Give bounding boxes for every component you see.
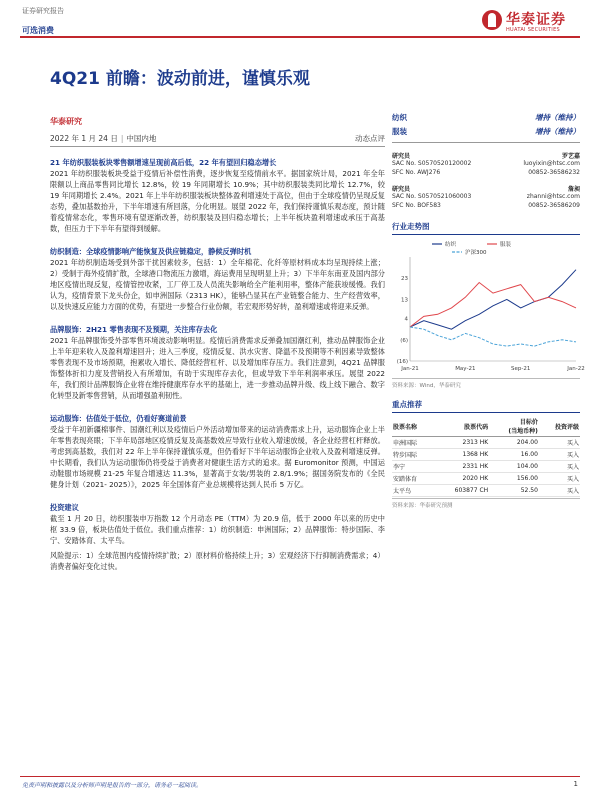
- recommend-table: [392, 416, 580, 497]
- section-paragraph: 2021 年纺织服装板块受益于疫情后补偿性消费，逐步恢复至疫情前水平。据国家统计局，2021 年全年限额以上商品零售同比增长 12.8%，较 19 年同期增长 10.9%；其中纺织服装类同比增长 12.7%，较 19 年同期增长 2.4%。2021 年上半年纺织服装板块整体盈利增速处于高位，但由于全球疫情仍呈现反复态势，叠加基数抬升，下半年增速有所回落，分化明显。展望 2022 年，我们保持谨慎乐观态度，预计随着疫情常态化，零售环境有望逐渐改善，纺织服装及回归稳态增长；上半年板块盈利增速或承压于高基数，但压力于下半年有望得到缓解。: [50, 169, 385, 233]
- stock-code: 2313 HK: [433, 437, 489, 449]
- target-price: 156.00: [489, 473, 539, 485]
- legend-label: 纺织: [445, 242, 457, 248]
- y-tick-label: 23: [401, 276, 408, 283]
- section-paragraph: 2021 年品牌服饰受外部零售环境波动影响明显。疫情后消费需求反弹叠加国潮红利，推动品牌服饰企业上半年迎来收入及盈利增速回升；进入三季度，疫情反复、洪水灾害、降温不及预期等不利因素导致整体零售表现不及市场预期，抱累收入增长、降低经营杠杆、以及增加库存压力。我们注意到，4Q21 品牌服饰整体折扣力度及营销投入有所增加，有助于实现库存去化，但或导致下半年利润率承压。展望 2022 年，我们预计品牌服饰企业将在维持健康库存水平的基础上，进一步推动品牌升级、线上线下融合、数字化转型及新零售营销，从而增强盈利韧性。: [50, 336, 385, 400]
- column-header: 股票代码: [433, 416, 489, 437]
- analyst-sac-row: [392, 160, 580, 169]
- header-divider: [20, 36, 580, 38]
- recommend-header-row: [392, 416, 580, 437]
- target-price: 104.00: [489, 461, 539, 473]
- analyst-name: 詹昶: [567, 186, 580, 193]
- legend-label: 沪深300: [465, 250, 487, 256]
- table-row: [392, 485, 580, 497]
- logo-english-text: HUATAI SECURITIES: [506, 27, 560, 33]
- trend-chart-heading: 行业走势图: [392, 221, 580, 235]
- y-tick-label: 13: [401, 297, 408, 304]
- x-tick-label: Sep-21: [510, 366, 531, 372]
- stock-name: 特步国际: [392, 449, 433, 461]
- rating-row: [392, 112, 580, 126]
- analyst-role: 研究员: [392, 153, 411, 160]
- series-line-1: [410, 270, 576, 330]
- rating-row: [392, 126, 580, 140]
- target-price: 204.00: [489, 437, 539, 449]
- analyst-card: [392, 184, 580, 211]
- section-sportswear: [50, 413, 385, 490]
- rating-sector: 服装: [392, 127, 407, 136]
- logo-chinese-text: 华泰证券: [506, 12, 566, 28]
- report-title: 4Q21 前瞻：波动前进，谨慎乐观: [50, 69, 310, 89]
- section-overview: [50, 157, 385, 234]
- analyst-sfc-row: [392, 202, 580, 211]
- rating-value: 增持（维持）: [535, 113, 580, 122]
- analyst-sfc: SFC No. BOF583: [392, 202, 441, 209]
- report-type: 动态点评: [355, 134, 385, 143]
- section-heading: 投资建议: [50, 503, 79, 512]
- analyst-role: 研究员: [392, 186, 411, 193]
- report-region: 中国内地: [126, 134, 157, 143]
- section-paragraph: 2021 年纺织制造场受到外部干扰因素较多，包括：1）全年棉花、化纤等原材料成本均呈现持续上涨；2）受制于海外疫情扩散，全球港口物流压力激增，海运费用呈现明显上升；3）下半年东南亚及国内部分地区疫情出现反复，疫情管控收紧，工厂停工及人员流失影响给全产能利用率，整体产能获竣缓慢。我们认为，疫情背景下龙头份企，如申洲国际（2313 HK），能够凸显其在产业链整合能力、生产经营效率，以及快速反应能力方面的优势，有望进一步整合行业份额，若宏观形势好转，盈利增速或将迎来反弹。: [50, 258, 385, 311]
- report-sidebar: [392, 112, 585, 509]
- stock-code: 2020 HK: [433, 473, 489, 485]
- y-tick-label: 4: [404, 316, 408, 323]
- analyst-sfc-row: [392, 169, 580, 178]
- huatai-logo-icon: [482, 10, 502, 30]
- doc-type-label: 证券研究报告: [22, 7, 64, 15]
- x-tick-label: Jan-21: [401, 366, 419, 372]
- column-header: 股票名称: [392, 416, 433, 437]
- investment-rating: 买入: [539, 485, 580, 497]
- section-heading: 运动服饰：估值处于低位，仍看好赛道前景: [50, 414, 187, 423]
- stock-name: 太平鸟: [392, 485, 433, 497]
- analyst-list: [392, 151, 580, 211]
- recommend-heading: 重点推荐: [392, 399, 580, 413]
- stock-code: 603877 CH: [433, 485, 489, 497]
- analyst-name: 罗艺嘉: [561, 153, 580, 160]
- trend-chart-source: 资料来源：Wind，华泰研究: [392, 378, 580, 389]
- table-row: [392, 461, 580, 473]
- institution-label: 华泰研究: [50, 117, 82, 126]
- rating-value: 增持（维持）: [535, 127, 580, 136]
- trend-chart: [392, 237, 585, 377]
- analyst-card: [392, 151, 580, 178]
- analyst-phone: 00852-36586209: [528, 202, 580, 209]
- section-textile-manufacturing: [50, 246, 385, 312]
- analyst-email[interactable]: zhanni@htsc.com: [526, 193, 580, 200]
- investment-rating: 买入: [539, 473, 580, 485]
- stock-name: 安踏体育: [392, 473, 433, 485]
- analyst-email[interactable]: luoyixin@htsc.com: [523, 160, 580, 167]
- x-tick-label: May-21: [455, 366, 476, 372]
- section-heading: 纺织制造：全球疫情影响产能恢复及供应链稳定，静候反弹时机: [50, 247, 252, 256]
- section-paragraph: 受益于年初新疆棉事件、国潮红利以及疫情后户外活动增加带来的运动消费需求上升，运动服饰企业上半年零售表现亮眼；下半年局部地区疫情反复及高基数效应导致行业收入增速放缓，各企业经营杠杆释放。考虑到高基数，我们对 22 年上半年保持谨慎乐观，但仍看好下半年运动服饰企业收入及盈利增速反弹。中长期看，我们认为运动服饰仍将受益于消费者对健康生活方式的追求。据 Euromonitor 预测，中国运动鞋服市场规模 21-25 年复合增速达 11.3%，显著高于女装/男装的 2.8/1.9%；据国务院发布的《全民健身计划（2021- 2025）》，2025 年全国体育产业总规模将达到人民币 5 万亿。: [50, 425, 385, 489]
- investment-rating: 买入: [539, 437, 580, 449]
- section-paragraph: 截至 1 月 20 日，纺织服装申万指数 12 个月动态 PE（TTM）为 20.9 倍，低于 2000 年以来的历史中枢 33.9 倍，板块估值处于低位。我们重点推荐：1）纺织制造：申洲国际；2）品牌服饰：特步国际、李宁、安踏体育、太平鸟。: [50, 514, 385, 545]
- section-heading: 21 年纺织服装板块零售额增速呈现前高后低，22 年有望回归稳态增长: [50, 158, 277, 167]
- page-number: 1: [573, 780, 578, 788]
- series-line-2: [410, 283, 576, 328]
- legend-label: 服装: [500, 242, 512, 248]
- report-body: [50, 157, 385, 584]
- investment-rating: 买入: [539, 449, 580, 461]
- report-date: 2022 年 1 月 24 日: [50, 134, 118, 143]
- analyst-sac-row: [392, 193, 580, 202]
- rating-panel: [392, 112, 580, 143]
- target-price: 52.50: [489, 485, 539, 497]
- series-line-3: [410, 327, 576, 346]
- section-heading: 品牌服饰：2H21 零售表现不及预期，关注库存去化: [50, 325, 218, 334]
- x-tick-label: Jan-22: [567, 366, 585, 372]
- section-investment-advice: [50, 502, 385, 572]
- risk-warning: 风险提示：1）全球范围内疫情持续扩散；2）原材料价格持续上升；3）宏观经济下行抑制消费需求；4）消费者偏好变化过快。: [50, 551, 385, 571]
- table-row: [392, 437, 580, 449]
- analyst-phone: 00852-36586232: [528, 169, 580, 176]
- column-header: 目标价 (当地币种): [489, 416, 539, 437]
- analyst-name-row: [392, 151, 580, 160]
- analyst-name-row: [392, 184, 580, 193]
- analyst-sac: SAC No. S0570521060003: [392, 193, 472, 200]
- y-tick-label: (16): [396, 359, 408, 365]
- table-row: [392, 473, 580, 485]
- analyst-sac: SAC No. S0570520120002: [392, 160, 472, 167]
- stock-name: 李宁: [392, 461, 433, 473]
- stock-name: 申洲国际: [392, 437, 433, 449]
- stock-code: 2331 HK: [433, 461, 489, 473]
- investment-rating: 买入: [539, 461, 580, 473]
- trend-chart-svg: [392, 237, 585, 377]
- report-dateline: 2022 年 1 月 24 日 | 中国内地 动态点评: [50, 134, 385, 143]
- huatai-logo: [482, 9, 582, 35]
- analyst-sfc: SFC No. AWJ276: [392, 169, 441, 176]
- target-price: 16.00: [489, 449, 539, 461]
- rating-divider: [392, 142, 580, 143]
- footer-disclaimer: 免责声明和披露以及分析师声明是报告的一部分，请务必一起阅读。: [22, 782, 203, 789]
- y-tick-label: (6): [400, 337, 408, 344]
- recommend-source: 资料来源：华泰研究预测: [392, 498, 580, 509]
- column-header: 投资评级: [539, 416, 580, 437]
- rating-sector: 纺织: [392, 113, 407, 122]
- dateline-divider: [50, 146, 385, 147]
- category-label: 可选消费: [22, 26, 54, 35]
- section-brand-apparel: [50, 324, 385, 401]
- table-row: [392, 449, 580, 461]
- footer-divider: [20, 776, 580, 777]
- stock-code: 1368 HK: [433, 449, 489, 461]
